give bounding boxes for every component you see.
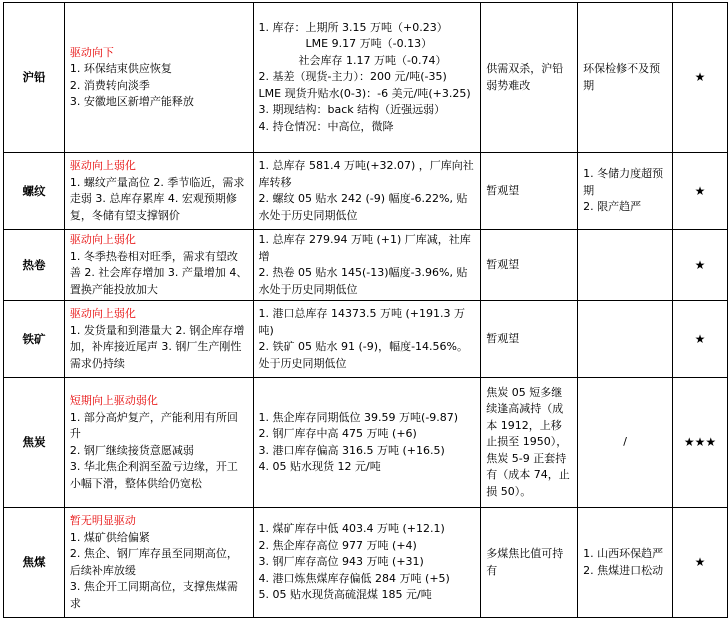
data-line: 1. 焦企库存同期低位 39.59 万吨(-9.87) bbox=[258, 410, 459, 424]
data-line: 1. 总库存 279.94 万吨 (+1) 厂库减，社库增 bbox=[258, 233, 471, 263]
driver-cell bbox=[64, 3, 253, 153]
data-line: 1. 库存：上期所 3.15 万吨（+0.23） bbox=[258, 20, 448, 34]
data-line: 4. 持仓情况：中高位，微降 bbox=[258, 119, 394, 133]
data-line: 2. 基差（现货-主力）：200 元/吨(-35) bbox=[258, 70, 447, 84]
data-line: 1. 总库存 581.4 万吨(+32.07) ，厂库向社库转移 bbox=[258, 159, 474, 189]
risk-cell bbox=[578, 508, 673, 618]
data-cell bbox=[253, 378, 481, 508]
data-line: 3. 钢厂库存高位 943 万吨 (+31) bbox=[258, 555, 424, 569]
data-line: 2. 焦企库存高位 977 万吨 (+4) bbox=[258, 538, 417, 552]
data-line: LME 现货升贴水(0-3)：-6 美元/吨(+3.25) bbox=[258, 86, 471, 100]
driver-line: 1. 冬季热卷相对旺季，需求有望改善 2. 社会库存增加 3. 产量增加 4、置换产能投放加大 bbox=[69, 249, 248, 296]
data-line: 3. 港口库存偏高 316.5 万吨 (+16.5) bbox=[258, 443, 445, 457]
table-row bbox=[4, 153, 728, 230]
data-cell bbox=[253, 508, 481, 618]
risk-cell: 环保检修不及预期 bbox=[578, 3, 673, 153]
data-cell bbox=[253, 301, 481, 378]
data-line: 4. 05 贴水现货 12 元/吨 bbox=[258, 460, 381, 473]
data-line: 4. 港口炼焦煤库存偏低 284 万吨 (+5) bbox=[258, 571, 450, 585]
table-row bbox=[4, 378, 728, 508]
driver-line: 2. 焦企、钢厂库存虽至同期高位，后续补库放缓 bbox=[69, 547, 238, 577]
driver-title: 驱动向下 bbox=[69, 45, 114, 59]
driver-line: 3. 华北焦企利润至盈亏边缘，开工小幅下滑，整体供给仍宽松 bbox=[69, 460, 238, 490]
risk-line: 1. 冬储力度超预期 bbox=[583, 167, 664, 197]
commodity-name: 螺纹 bbox=[4, 153, 65, 230]
risk-cell: / bbox=[578, 378, 673, 508]
risk-line: 2. 焦煤进口松动 bbox=[583, 563, 664, 577]
driver-line: 1. 发货量和到港量大 2. 钢企库存增加，补库接近尾声 3. 钢厂生产刚性需求仍持续 bbox=[69, 323, 245, 370]
commodity-name: 热卷 bbox=[4, 230, 65, 301]
driver-cell bbox=[64, 230, 253, 301]
risk-cell bbox=[578, 153, 673, 230]
data-line: 社会库存 1.17 万吨（-0.74） bbox=[298, 53, 447, 67]
driver-title: 短期向上驱动弱化 bbox=[69, 394, 158, 407]
risk-cell bbox=[578, 230, 673, 301]
risk-line: 1. 山西环保趋严 bbox=[583, 547, 664, 560]
driver-line: 3. 焦企开工同期高位，支撑焦煤需求 bbox=[69, 580, 238, 610]
risk-cell bbox=[578, 301, 673, 378]
rating-stars: ★ bbox=[672, 230, 727, 301]
view-cell: 暂观望 bbox=[481, 301, 578, 378]
rating-stars: ★ bbox=[672, 508, 727, 618]
driver-title: 暂无明显驱动 bbox=[69, 514, 136, 527]
driver-line: 1. 部分高炉复产，产能利用有所回升 bbox=[69, 410, 238, 440]
driver-line: 2. 消费转向淡季 bbox=[69, 78, 150, 92]
table-row bbox=[4, 508, 728, 618]
data-line: 2. 钢厂库存中高 475 万吨 (+6) bbox=[258, 427, 417, 440]
driver-line: 2. 钢厂继续接货意愿减弱 bbox=[69, 443, 194, 457]
rating-stars: ★ bbox=[672, 301, 727, 378]
commodity-name: 铁矿 bbox=[4, 301, 65, 378]
view-cell: 多煤焦比值可持有 bbox=[481, 508, 578, 618]
view-cell: 暂观望 bbox=[481, 153, 578, 230]
rating-stars: ★ bbox=[672, 153, 727, 230]
view-cell: 供需双杀，沪铅弱势难改 bbox=[481, 3, 578, 153]
data-line: 2. 铁矿 05 贴水 91 (-9)，幅度-14.56%。处于历史同期低位 bbox=[258, 340, 468, 370]
rating-stars: ★★★ bbox=[672, 378, 727, 508]
driver-line: 3. 安徽地区新增产能释放 bbox=[69, 95, 194, 108]
data-cell bbox=[253, 230, 481, 301]
table-row bbox=[4, 230, 728, 301]
driver-cell bbox=[64, 153, 253, 230]
commodity-name: 焦煤 bbox=[4, 508, 65, 618]
data-line: LME 9.17 万吨（-0.13） bbox=[305, 37, 433, 51]
driver-line: 1. 螺纹产量高位 2. 季节临近，需求走弱 3. 总库存累库 4. 宏观预期修复，冬储有望支撑钢价 bbox=[69, 175, 245, 222]
data-line: 3. 期现结构：back 结构（近强远弱） bbox=[258, 103, 446, 117]
data-cell bbox=[253, 3, 481, 153]
data-cell bbox=[253, 153, 481, 230]
driver-line: 1. 煤矿供给偏紧 bbox=[69, 530, 150, 544]
view-cell: 焦炭 05 短多继续逢高减持（成本 1912，上移止损至 1950），焦炭 5-9 正套持有（成本 74，止损 50）。 bbox=[481, 378, 578, 508]
rating-stars: ★ bbox=[672, 3, 727, 153]
data-line: 5. 05 贴水现货高硫混煤 185 元/吨 bbox=[258, 588, 432, 602]
data-line: 1. 港口总库存 14373.5 万吨 (+191.3 万吨) bbox=[258, 307, 466, 337]
driver-title: 驱动向上弱化 bbox=[69, 159, 136, 172]
driver-title: 驱动向上弱化 bbox=[69, 307, 136, 320]
commodity-name: 沪铅 bbox=[4, 3, 65, 153]
driver-cell bbox=[64, 378, 253, 508]
data-line: 2. 热卷 05 贴水 145(-13)幅度-3.96%, 贴水处于历史同期低位 bbox=[258, 266, 468, 296]
table-row bbox=[4, 3, 728, 153]
data-line: 2. 螺纹 05 贴水 242 (-9) 幅度-6.22%, 贴水处于历史同期低位 bbox=[258, 192, 468, 222]
driver-cell bbox=[64, 301, 253, 378]
commodity-name: 焦炭 bbox=[4, 378, 65, 508]
data-line: 1. 煤矿库存中低 403.4 万吨 (+12.1) bbox=[258, 522, 445, 536]
risk-line: 2. 限产趋严 bbox=[583, 200, 642, 214]
commodity-table bbox=[3, 2, 728, 618]
driver-title: 驱动向上弱化 bbox=[69, 233, 136, 246]
driver-line: 1. 环保结束供应恢复 bbox=[69, 62, 172, 75]
driver-cell bbox=[64, 508, 253, 618]
view-cell: 暂观望 bbox=[481, 230, 578, 301]
table-row bbox=[4, 301, 728, 378]
